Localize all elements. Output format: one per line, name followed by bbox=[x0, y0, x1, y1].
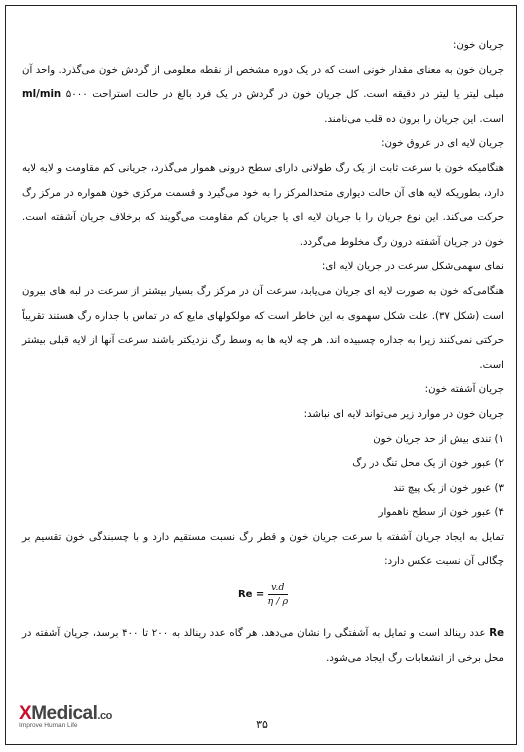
list-item: ۳) عبور خون از یک پیچ تند bbox=[393, 482, 504, 494]
paragraph-turbulent-intro: جریان خون در موارد زیر می‌تواند لایه ای نباشد: bbox=[303, 408, 504, 420]
paragraph-laminar-flow: هنگامیکه خون با سرعت ثابت از یک رگ طولانی دارای سطح درونی هموار می‌گذرد، جریانی کم مقاومت و لایه لایه دارد، بطوریکه لایه های آن حالت دیواری متحدالمرکز را به خود می‌گیرد و قسمت مرکزی خون همواره در مرکز رگ حرکت می‌کند. این نوع جریان را با جریان لایه ای یا جریان کم مقاومت می‌گویند که برخلاف جریان آشفته است. خون در جریان آشفته درون رگ مخلوط می‌گردد. bbox=[22, 162, 504, 248]
formula-denominator: η / ρ bbox=[267, 596, 289, 608]
xmedical-logo: XMedical.co Improve Human Life bbox=[19, 703, 112, 729]
section-heading-turbulent-flow: جریان آشفته خون: bbox=[424, 384, 504, 396]
list-item: ۴) عبور خون از سطح ناهموار bbox=[378, 507, 504, 519]
section-heading-laminar-flow: جریان لایه ای در عروق خون: bbox=[381, 138, 504, 150]
section-heading-blood-flow: جریان خون: bbox=[452, 40, 504, 51]
reynolds-symbol: Re bbox=[489, 628, 504, 640]
logo-tagline: Improve Human Life bbox=[19, 722, 78, 729]
paragraph-reynolds-number: Re عدد رینالد است و تمایل به آشفتگی را نشان می‌دهد. هر گاه عدد رینالد به ۲۰۰ تا ۴۰۰ برسد، جریان آشفته در محل برخی از انشعابات رگ ایجاد می‌شود. bbox=[22, 628, 504, 664]
formula-lhs: Re = bbox=[237, 589, 265, 601]
paragraph-turbulence-tendency: تمایل به ایجاد جریان آشفته با سرعت جریان خون و قطر رگ نسبت مستقیم دارد و با چسبندگی خون تقسیم بر چگالی آن نسبت عکس دارد: bbox=[22, 531, 504, 568]
section-heading-parabolic-profile: نمای سهمی‌شکل سرعت در جریان لایه ای: bbox=[321, 261, 504, 273]
unit-ml-min: ml/min bbox=[22, 89, 62, 101]
formula-fraction bbox=[268, 582, 289, 607]
document-body bbox=[22, 34, 504, 671]
list-item: ۲) عبور خون از یک محل تنگ در رگ bbox=[352, 458, 504, 470]
formula-numerator: v.d bbox=[268, 582, 289, 595]
page-number: ۳۵ bbox=[256, 718, 268, 731]
paragraph-blood-flow: جریان خون به معنای مقدار خونی است که در یک دوره مشخص از نقطه معلومی از گردش خون می‌گذرد. واحد آن میلی لیتر یا لیتر در دقیقه است. کل جریان خون در گردش در یک فرد بالغ در حالت استراحت ۵۰۰۰ ml/min است. این جریان را برون ده قلب می‌نامند. bbox=[22, 64, 504, 125]
list-item: ۱) تندی بیش از حد جریان خون bbox=[373, 433, 504, 445]
reynolds-formula bbox=[22, 582, 504, 618]
paragraph-parabolic-profile: هنگامی‌که خون به صورت لایه ای جریان می‌یابد، سرعت آن در مرکز رگ بسیار بیشتر از سرعت در لبه های بیرون است (شکل ۳۷). علت شکل سهموی به این خاطر است که مولکولهای مایع که در تماس با جداره رگ هستند تقریباً حرکتی نمی‌کنند زیرا به جداره چسبیده اند. هر چه لایه ها به وسط رگ نزدیکتر باشند سرعت آنها از لایه قبلی بیشتر است. bbox=[22, 285, 504, 371]
